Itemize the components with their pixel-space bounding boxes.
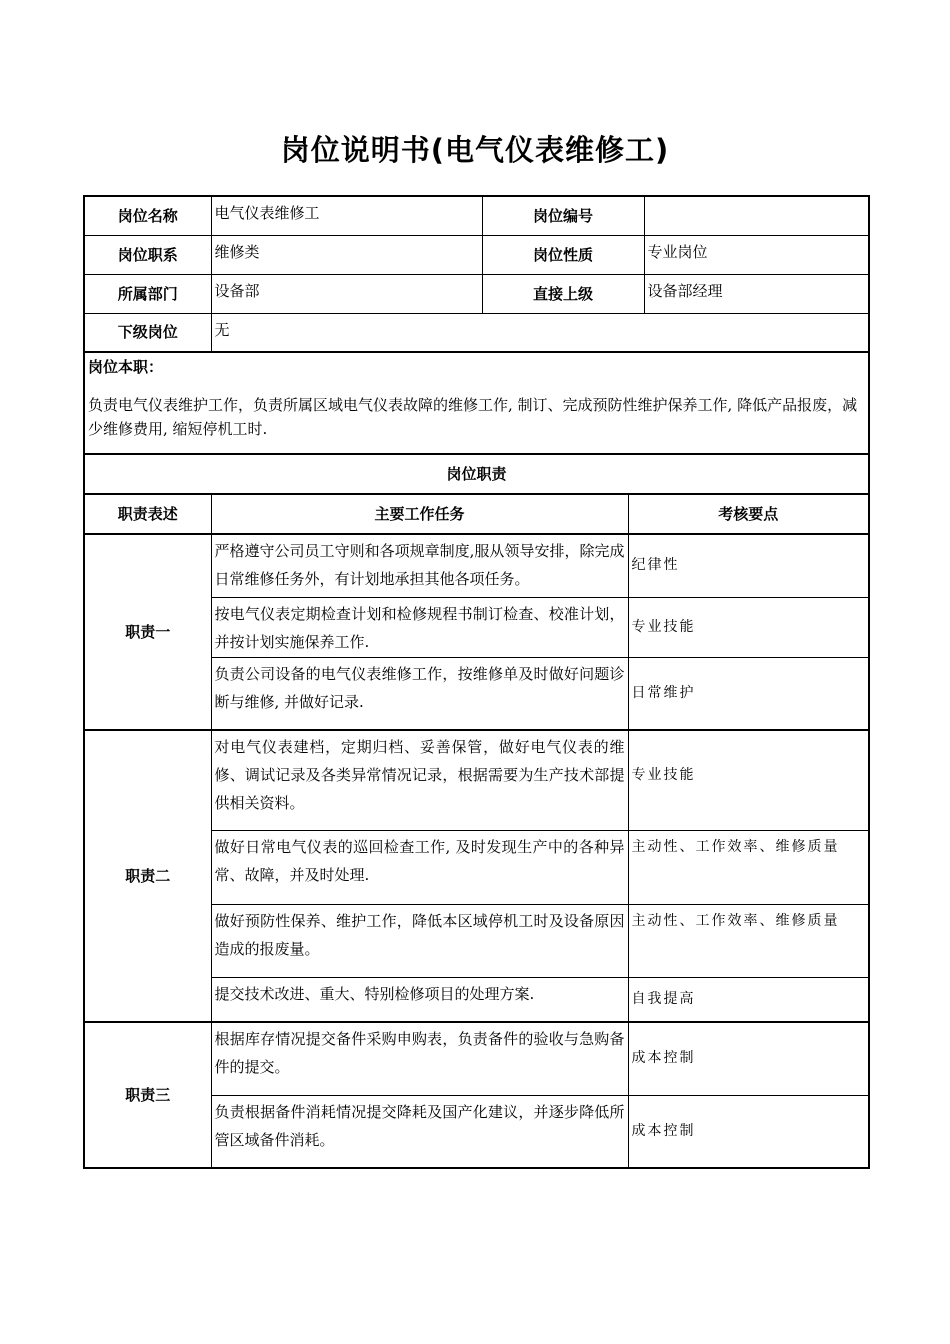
department-label: 所属部门	[84, 274, 211, 313]
duty-task: 提交技术改进、重大、特别检修项目的处理方案.	[211, 977, 628, 1022]
position-nature-value: 专业岗位	[644, 235, 869, 274]
duty-assessment-point: 主动性、工作效率、维修质量	[628, 830, 869, 904]
summary-label: 岗位本职：	[88, 358, 164, 376]
superior-label: 直接上级	[482, 274, 644, 313]
duty-task: 对电气仪表建档，定期归档、妥善保管，做好电气仪表的维修、调试记录及各类异常情况记录，根据需要为生产技术部提供相关资料。	[211, 730, 628, 830]
subordinate-label: 下级岗位	[84, 313, 211, 352]
duties-section-title: 岗位职责	[84, 454, 869, 494]
position-family-value: 维修类	[211, 235, 482, 274]
duty-task: 根据库存情况提交备件采购申购表，负责备件的验收与急购备件的提交。	[211, 1022, 628, 1095]
duty-task: 负责公司设备的电气仪表维修工作，按维修单及时做好问题诊断与维修, 并做好记录.	[211, 657, 628, 730]
duty-task: 做好预防性保养、维护工作，降低本区域停机工时及设备原因造成的报废量。	[211, 904, 628, 977]
duty-assessment-point: 日常维护	[628, 657, 869, 730]
duty-task: 严格遵守公司员工守则和各项规章制度,服从领导安排，除完成日常维修任务外，有计划地承担其他各项任务。	[211, 534, 628, 597]
duty-assessment-point: 纪律性	[628, 534, 869, 597]
position-code-label: 岗位编号	[482, 196, 644, 235]
duty-assessment-point: 自我提高	[628, 977, 869, 1022]
duty-assessment-point: 主动性、工作效率、维修质量	[628, 904, 869, 977]
duty-task: 负责根据备件消耗情况提交降耗及国产化建议，并逐步降低所管区域备件消耗。	[211, 1095, 628, 1168]
document-title: 岗位说明书(电气仪表维修工)	[280, 133, 670, 167]
job-description-table	[83, 195, 870, 1169]
summary-section	[84, 352, 869, 454]
position-name-value: 电气仪表维修工	[211, 196, 482, 235]
summary-text: 负责电气仪表维护工作，负责所属区域电气仪表故障的维修工作, 制订、完成预防性维护保养工作, 降低产品报废，减少维修费用, 缩短停机工时.	[88, 396, 858, 438]
duty-assessment-point: 专业技能	[628, 597, 869, 657]
duty-assessment-point: 成本控制	[628, 1022, 869, 1095]
duty-name: 职责二	[84, 730, 211, 1022]
column-header-tasks: 主要工作任务	[211, 494, 628, 534]
column-header-description: 职责表述	[84, 494, 211, 534]
position-family-label: 岗位职系	[84, 235, 211, 274]
duty-task: 做好日常电气仪表的巡回检查工作, 及时发现生产中的各种异常、故障，并及时处理.	[211, 830, 628, 904]
duty-assessment-point: 专业技能	[628, 730, 869, 830]
position-code-value	[644, 196, 869, 235]
department-value: 设备部	[211, 274, 482, 313]
duty-assessment-point: 成本控制	[628, 1095, 869, 1168]
subordinate-value: 无	[211, 313, 869, 352]
duty-name: 职责三	[84, 1022, 211, 1168]
duty-task: 按电气仪表定期检查计划和检修规程书制订检查、校准计划，并按计划实施保养工作.	[211, 597, 628, 657]
position-name-label: 岗位名称	[84, 196, 211, 235]
column-header-points: 考核要点	[628, 494, 869, 534]
duty-name: 职责一	[84, 534, 211, 730]
position-nature-label: 岗位性质	[482, 235, 644, 274]
superior-value: 设备部经理	[644, 274, 869, 313]
